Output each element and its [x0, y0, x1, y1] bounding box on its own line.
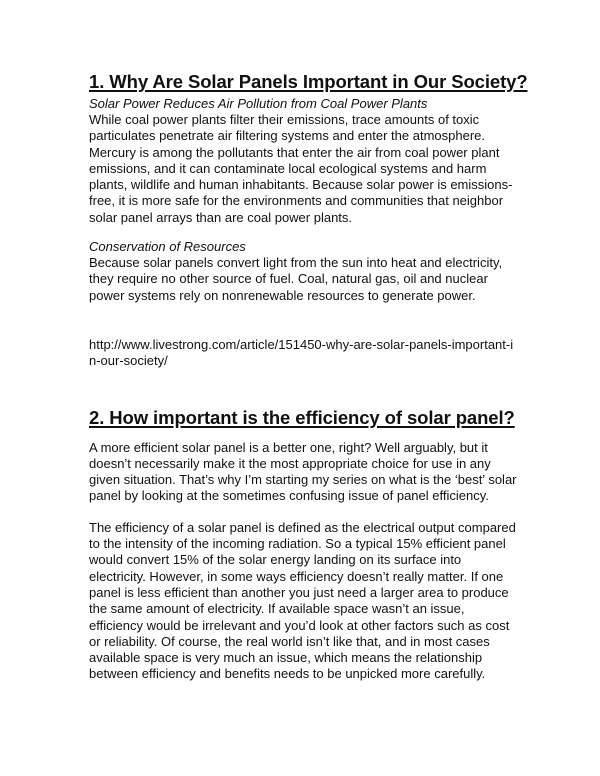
section-2-heading: 2. How important is the efficiency of solar panel?: [89, 406, 515, 428]
section-efficiency: [89, 406, 519, 683]
subsection-conservation-title: Conservation of Resources: [89, 239, 246, 255]
subsection-air-pollution-title: Solar Power Reduces Air Pollution from Coal Power Plants: [89, 96, 428, 111]
document-content: [89, 70, 528, 683]
efficiency-paragraph-1: A more efficient solar panel is a better one, right? Well arguably, but it doesn’t necessarily make it the most appropriate choice for use in any given situation. That’s why I’m starting my series on what is the ‘best’ solar panel by looking at the sometimes confusing issue of panel efficiency.: [89, 439, 517, 504]
section-1-heading: 1. Why Are Solar Panels Important in Our Society?: [89, 71, 528, 92]
section-solar-importance: [89, 70, 528, 370]
efficiency-paragraph-2: The efficiency of a solar panel is defined as the electrical output compared to the intensity of the incoming radiation. So a typical 15% efficient panel would convert 15% of the solar energy landing on its surface into electricity. However, in some ways efficiency doesn’t really matter. If one panel is less efficient than another you just need a larger area to produce the same amount of electricity. If available space wasn’t an issue, efficiency would be irrelevant and you’d look at other factors such as cost or reliability. Of course, the real world isn’t like that, and in most cases available space is very much an issue, which means the relationship between efficiency and benefits needs to be unpicked more carefully.: [89, 519, 516, 682]
subsection-conservation-body: Because solar panels convert light from the sun into heat and electricity, they require no other source of fuel. Coal, natural gas, oil and nuclear power systems rely on nonrenewable resources to generate power.: [89, 255, 503, 303]
subsection-air-pollution-body: While coal power plants filter their emissions, trace amounts of toxic particulates penetrate air filtering systems and enter the atmosphere. Mercury is among the pollutants that enter the air from coal power plant emissions, and it can contaminate local ecological systems and harm plants, wildlife and human inhabitants. Because solar power is emissions-free, it is more safe for the environments and communities that neighbor solar panel arrays than are coal power plants.: [89, 112, 513, 225]
source-url: http://www.livestrong.com/article/151450-why-are-solar-panels-important-in-our-society/: [89, 336, 514, 369]
